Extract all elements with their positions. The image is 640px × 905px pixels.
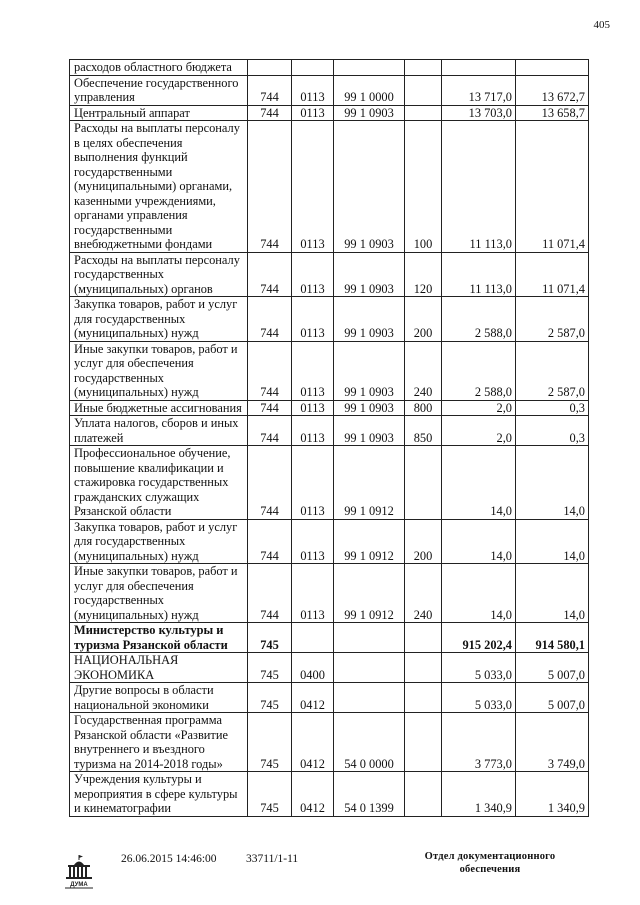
row-vr-cell xyxy=(405,60,442,76)
row-cs-cell: 99 1 0903 xyxy=(334,121,405,253)
row-sum-2015-cell: 14,0 xyxy=(516,564,589,623)
row-name-cell: Уплата налогов, сборов и иных платежей xyxy=(70,416,248,446)
row-sum-2014-cell: 2 588,0 xyxy=(442,341,516,400)
footer-department: Отдел документационного обеспечения xyxy=(424,851,556,875)
row-rz-cell xyxy=(292,60,334,76)
row-name-cell: Закупка товаров, работ и услуг для государственных (муниципальных) нужд xyxy=(70,297,248,342)
table-row xyxy=(70,297,589,342)
row-rz-cell: 0113 xyxy=(292,416,334,446)
row-rz-cell: 0113 xyxy=(292,121,334,253)
row-name-cell: Закупка товаров, работ и услуг для государственных (муниципальных) нужд xyxy=(70,519,248,564)
row-vr-cell xyxy=(405,713,442,772)
row-sum-2015-cell: 3 749,0 xyxy=(516,713,589,772)
table-row xyxy=(70,772,589,817)
row-sum-2014-cell: 5 033,0 xyxy=(442,653,516,683)
row-rz-cell xyxy=(292,623,334,653)
row-sum-2014-cell: 915 202,4 xyxy=(442,623,516,653)
row-ved-cell: 744 xyxy=(248,75,292,105)
row-name-cell: Иные бюджетные ассигнования xyxy=(70,400,248,416)
row-cs-cell: 54 0 1399 xyxy=(334,772,405,817)
row-name-cell: Обеспечение государственного управления xyxy=(70,75,248,105)
table-row xyxy=(70,623,589,653)
row-cs-cell xyxy=(334,60,405,76)
table-row xyxy=(70,400,589,416)
row-sum-2015-cell: 13 658,7 xyxy=(516,105,589,121)
row-ved-cell: 744 xyxy=(248,519,292,564)
row-sum-2014-cell: 2,0 xyxy=(442,416,516,446)
row-vr-cell xyxy=(405,75,442,105)
row-sum-2015-cell: 5 007,0 xyxy=(516,653,589,683)
row-sum-2015-cell: 0,3 xyxy=(516,400,589,416)
row-cs-cell: 99 1 0000 xyxy=(334,75,405,105)
row-name-cell: Учреждения культуры и мероприятия в сфере культуры и кинематографии xyxy=(70,772,248,817)
row-cs-cell: 99 1 0912 xyxy=(334,446,405,520)
row-sum-2014-cell: 14,0 xyxy=(442,564,516,623)
row-ved-cell: 745 xyxy=(248,623,292,653)
row-cs-cell: 99 1 0903 xyxy=(334,252,405,297)
row-ved-cell: 744 xyxy=(248,341,292,400)
table-row xyxy=(70,121,589,253)
table-row xyxy=(70,60,589,76)
row-name-cell: Другие вопросы в области национальной экономики xyxy=(70,683,248,713)
row-rz-cell: 0113 xyxy=(292,75,334,105)
row-sum-2014-cell: 11 113,0 xyxy=(442,121,516,253)
row-vr-cell: 120 xyxy=(405,252,442,297)
row-vr-cell: 200 xyxy=(405,519,442,564)
row-cs-cell: 99 1 0912 xyxy=(334,519,405,564)
table-row xyxy=(70,252,589,297)
row-cs-cell: 99 1 0903 xyxy=(334,416,405,446)
row-vr-cell xyxy=(405,772,442,817)
row-cs-cell: 99 1 0912 xyxy=(334,564,405,623)
row-sum-2014-cell: 3 773,0 xyxy=(442,713,516,772)
row-name-cell: Расходы на выплаты персоналу в целях обеспечения выполнения функций государственными (муниципальными) органами, казенными учреждениями, органами управления государственными внебюджетными фондами xyxy=(70,121,248,253)
page-number: 405 xyxy=(593,19,610,31)
table-row xyxy=(70,683,589,713)
row-sum-2014-cell: 2 588,0 xyxy=(442,297,516,342)
duma-building-logo-icon xyxy=(64,854,94,890)
row-sum-2014-cell: 11 113,0 xyxy=(442,252,516,297)
row-sum-2014-cell: 2,0 xyxy=(442,400,516,416)
table-row xyxy=(70,653,589,683)
row-ved-cell: 744 xyxy=(248,121,292,253)
row-vr-cell: 200 xyxy=(405,297,442,342)
row-sum-2014-cell: 14,0 xyxy=(442,519,516,564)
row-sum-2015-cell: 5 007,0 xyxy=(516,683,589,713)
row-vr-cell: 240 xyxy=(405,564,442,623)
table-row xyxy=(70,105,589,121)
row-rz-cell: 0113 xyxy=(292,297,334,342)
row-ved-cell: 744 xyxy=(248,297,292,342)
row-name-cell: Государственная программа Рязанской области «Развитие внутреннего и въездного туризма на 2014-2018 годы» xyxy=(70,713,248,772)
row-sum-2015-cell: 14,0 xyxy=(516,446,589,520)
row-sum-2014-cell: 13 703,0 xyxy=(442,105,516,121)
row-name-cell: Расходы на выплаты персоналу государственных (муниципальных) органов xyxy=(70,252,248,297)
row-ved-cell: 744 xyxy=(248,416,292,446)
row-vr-cell: 850 xyxy=(405,416,442,446)
row-name-cell: НАЦИОНАЛЬНАЯ ЭКОНОМИКА xyxy=(70,653,248,683)
row-sum-2015-cell: 13 672,7 xyxy=(516,75,589,105)
row-ved-cell: 744 xyxy=(248,564,292,623)
budget-table xyxy=(69,59,589,817)
row-ved-cell: 744 xyxy=(248,105,292,121)
row-vr-cell xyxy=(405,105,442,121)
row-sum-2015-cell: 2 587,0 xyxy=(516,297,589,342)
table-row xyxy=(70,564,589,623)
row-name-cell: Профессиональное обучение, повышение квалификации и стажировка государственных гражданских служащих Рязанской области xyxy=(70,446,248,520)
row-ved-cell: 745 xyxy=(248,653,292,683)
row-ved-cell: 745 xyxy=(248,713,292,772)
row-rz-cell: 0113 xyxy=(292,252,334,297)
row-name-cell: Иные закупки товаров, работ и услуг для обеспечения государственных (муниципальных) нужд xyxy=(70,341,248,400)
row-sum-2015-cell: 11 071,4 xyxy=(516,121,589,253)
row-rz-cell: 0113 xyxy=(292,519,334,564)
row-vr-cell: 100 xyxy=(405,121,442,253)
row-vr-cell xyxy=(405,623,442,653)
table-row xyxy=(70,446,589,520)
row-cs-cell xyxy=(334,623,405,653)
footer xyxy=(0,848,640,898)
row-cs-cell xyxy=(334,653,405,683)
row-cs-cell: 99 1 0903 xyxy=(334,400,405,416)
row-rz-cell: 0113 xyxy=(292,105,334,121)
logo-caption: ДУМА xyxy=(70,882,88,888)
row-sum-2014-cell: 14,0 xyxy=(442,446,516,520)
row-ved-cell: 745 xyxy=(248,683,292,713)
row-vr-cell xyxy=(405,446,442,520)
row-rz-cell: 0412 xyxy=(292,683,334,713)
row-rz-cell: 0113 xyxy=(292,400,334,416)
row-ved-cell: 744 xyxy=(248,400,292,416)
row-ved-cell xyxy=(248,60,292,76)
row-sum-2014-cell xyxy=(442,60,516,76)
row-cs-cell: 99 1 0903 xyxy=(334,297,405,342)
row-rz-cell: 0113 xyxy=(292,446,334,520)
table-row xyxy=(70,519,589,564)
row-ved-cell: 744 xyxy=(248,446,292,520)
row-vr-cell: 800 xyxy=(405,400,442,416)
row-vr-cell xyxy=(405,683,442,713)
row-sum-2014-cell: 5 033,0 xyxy=(442,683,516,713)
row-cs-cell xyxy=(334,683,405,713)
table-row xyxy=(70,341,589,400)
budget-table-body xyxy=(70,60,589,817)
row-name-cell: Министерство культуры и туризма Рязанской области xyxy=(70,623,248,653)
row-sum-2015-cell: 914 580,1 xyxy=(516,623,589,653)
row-rz-cell: 0412 xyxy=(292,772,334,817)
row-sum-2014-cell: 13 717,0 xyxy=(442,75,516,105)
row-vr-cell xyxy=(405,653,442,683)
footer-datetime: 26.06.2015 14:46:00 xyxy=(121,853,217,865)
row-sum-2015-cell: 0,3 xyxy=(516,416,589,446)
row-cs-cell: 99 1 0903 xyxy=(334,105,405,121)
row-rz-cell: 0400 xyxy=(292,653,334,683)
row-sum-2015-cell xyxy=(516,60,589,76)
row-rz-cell: 0412 xyxy=(292,713,334,772)
row-ved-cell: 745 xyxy=(248,772,292,817)
row-cs-cell: 54 0 0000 xyxy=(334,713,405,772)
row-rz-cell: 0113 xyxy=(292,564,334,623)
row-name-cell: Центральный аппарат xyxy=(70,105,248,121)
row-name-cell: Иные закупки товаров, работ и услуг для обеспечения государственных (муниципальных) нужд xyxy=(70,564,248,623)
row-sum-2015-cell: 2 587,0 xyxy=(516,341,589,400)
row-sum-2015-cell: 14,0 xyxy=(516,519,589,564)
row-name-cell: расходов областного бюджета xyxy=(70,60,248,76)
footer-doc-code: 33711/1-11 xyxy=(246,853,299,865)
row-cs-cell: 99 1 0903 xyxy=(334,341,405,400)
table-row xyxy=(70,713,589,772)
row-sum-2015-cell: 1 340,9 xyxy=(516,772,589,817)
row-sum-2015-cell: 11 071,4 xyxy=(516,252,589,297)
table-row xyxy=(70,75,589,105)
row-ved-cell: 744 xyxy=(248,252,292,297)
table-row xyxy=(70,416,589,446)
row-vr-cell: 240 xyxy=(405,341,442,400)
row-rz-cell: 0113 xyxy=(292,341,334,400)
row-sum-2014-cell: 1 340,9 xyxy=(442,772,516,817)
